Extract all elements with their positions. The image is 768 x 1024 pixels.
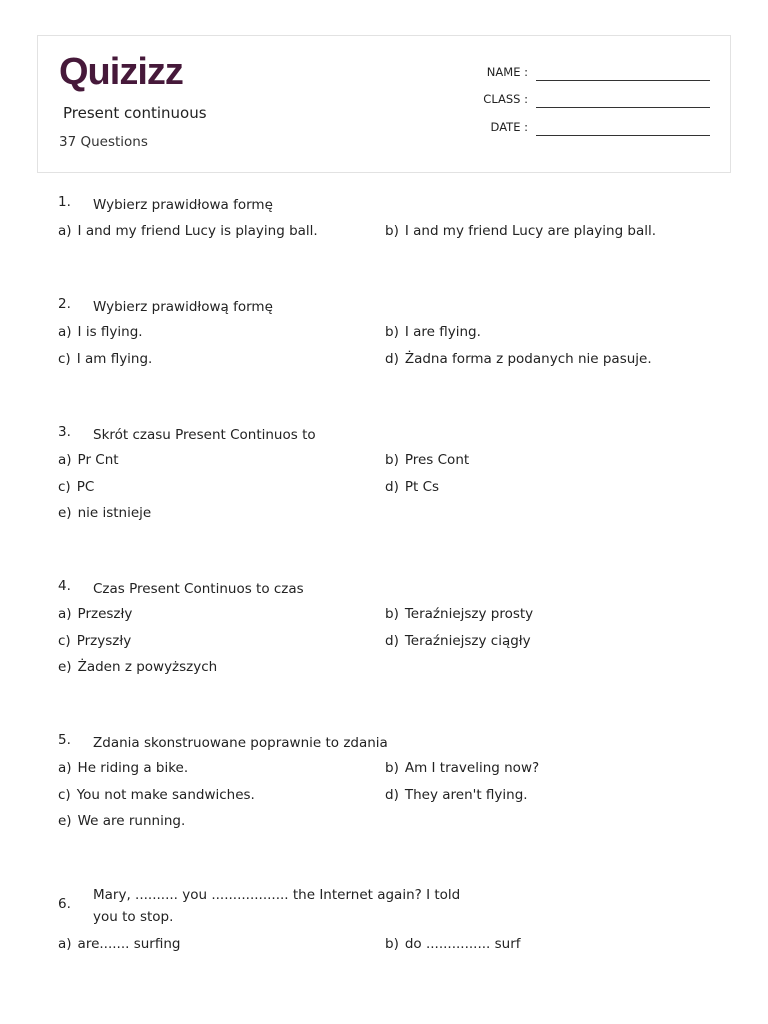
date-field[interactable] — [450, 118, 710, 138]
option-a: a) Pr Cnt — [58, 452, 119, 468]
quiz-title: Present continuous — [63, 104, 207, 122]
date-line[interactable] — [536, 135, 710, 136]
class-line[interactable] — [536, 107, 710, 108]
option-e: e) We are running. — [58, 813, 186, 829]
option-b: b) Teraźniejszy prosty — [385, 606, 534, 622]
option-d: d) Żadna forma z podanych nie pasuje. — [385, 351, 652, 367]
option-e: e) nie istnieje — [58, 505, 152, 521]
option-a: a) are....... surfing — [58, 936, 181, 952]
option-e: e) Żaden z powyższych — [58, 659, 218, 675]
question-number: 3. — [58, 424, 71, 440]
name-line[interactable] — [536, 80, 710, 81]
question-number: 6. — [58, 896, 71, 912]
question-text: Mary, .......... you .................. the Internet again? I told you to stop. — [93, 887, 461, 925]
quizizz-logo — [59, 54, 195, 92]
option-d: d) Pt Cs — [385, 479, 440, 495]
option-b: b) I are flying. — [385, 324, 481, 340]
question-4 — [58, 578, 718, 675]
question-number: 1. — [58, 194, 71, 210]
option-a: a) Przeszły — [58, 606, 133, 622]
question-text: Czas Present Continuos to czas — [93, 581, 304, 597]
option-d: d) They aren't flying. — [385, 787, 528, 803]
class-field[interactable] — [450, 90, 710, 110]
option-a: a) I and my friend Lucy is playing ball. — [58, 223, 318, 239]
option-b: b) Am I traveling now? — [385, 760, 540, 776]
question-number: 2. — [58, 296, 71, 312]
option-c: c) Przyszły — [58, 633, 132, 649]
question-text: Wybierz prawidłowa formę — [93, 197, 273, 213]
option-b: b) do ............... surf — [385, 936, 521, 952]
question-5 — [58, 732, 718, 829]
svg-text:Quizizz: Quizizz — [59, 54, 183, 92]
question-2 — [58, 296, 718, 367]
name-label: NAME : — [486, 65, 528, 79]
option-b: b) I and my friend Lucy are playing ball. — [385, 223, 657, 239]
question-count: 37 Questions — [59, 134, 148, 150]
option-a: a) He riding a bike. — [58, 760, 189, 776]
question-number: 5. — [58, 732, 71, 748]
option-c: c) You not make sandwiches. — [58, 787, 255, 803]
option-c: c) I am flying. — [58, 351, 153, 367]
question-text: Wybierz prawidłową formę — [93, 299, 273, 315]
option-a: a) I is flying. — [58, 324, 143, 340]
question-text: Skrót czasu Present Continuos to — [93, 427, 316, 443]
question-number: 4. — [58, 578, 71, 594]
name-field[interactable] — [450, 63, 710, 83]
question-3 — [58, 424, 718, 521]
question-text: Zdania skonstruowane poprawnie to zdania — [93, 735, 388, 751]
option-b: b) Pres Cont — [385, 452, 470, 468]
question-1 — [58, 194, 718, 239]
class-label: CLASS : — [483, 92, 528, 106]
option-d: d) Teraźniejszy ciągły — [385, 633, 531, 649]
date-label: DATE : — [490, 120, 528, 134]
worksheet-header — [37, 35, 731, 173]
question-6 — [58, 884, 718, 952]
option-c: c) PC — [58, 479, 95, 495]
